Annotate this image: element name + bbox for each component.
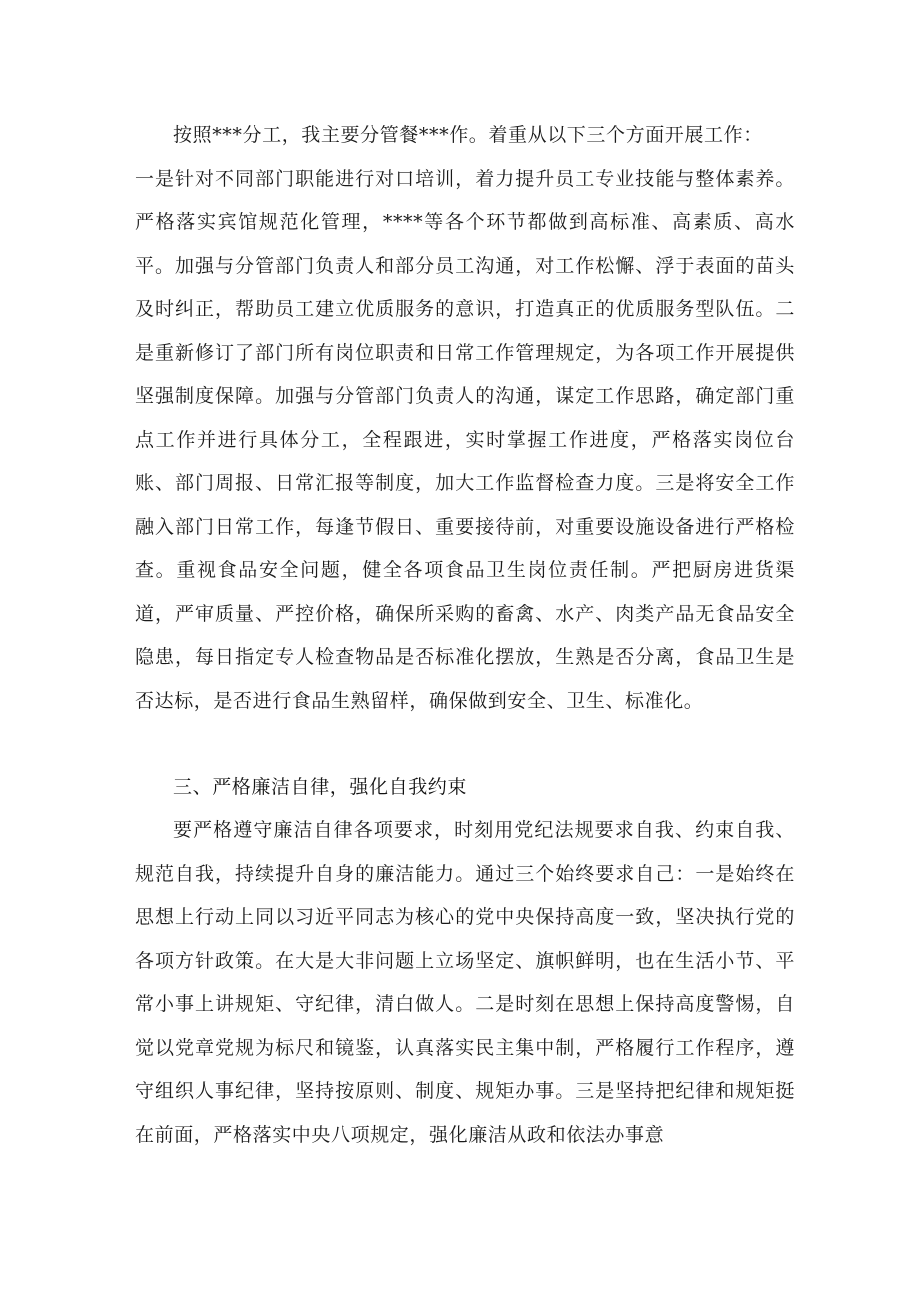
work-details-paragraph: 一是针对不同部门职能进行对口培训，着力提升员工专业技能与整体素养。严格落实宾馆规范化管理，****等各个环节都做到高标准、高素质、高水平。加强与分管部门负责人和部分员工沟通，对工作松懈、浮于表面的苗头及时纠正，帮助员工建立优质服务的意识，打造真正的优质服务型队伍。二是重新修订了部门所有岗位职责和日常工作管理规定，为各项工作开展提供坚强制度保障。加强与分管部门负责人的沟通，谋定工作思路，确定部门重点工作并进行具体分工，全程跟进，实时掌握工作进度，严格落实岗位台账、部门周报、日常汇报等制度，加大工作监督检查力度。三是将安全工作融入部门日常工作，每逢节假日、重要接待前，对重要设施设备进行严格检查。重视食品安全问题，健全各项食品卫生岗位责任制。严把厨房进货渠道，严审质量、严控价格，确保所采购的畜禽、水产、肉类产品无食品安全隐患，每日指定专人检查物品是否标准化摆放，生熟是否分离，食品卫生是否达标，是否进行食品生熟留样，确保做到安全、卫生、标准化。 [135,167,795,712]
section-three-body [135,809,795,1157]
section-two-body [135,114,795,723]
self-discipline-paragraph: 要严格遵守廉洁自律各项要求，时刻用党纪法规要求自我、约束自我、规范自我，持续提升自身的廉洁能力。通过三个始终要求自己：一是始终在思想上行动上同以习近平同志为核心的党中央保持高度一致，坚决执行党的各项方针政策。在大是大非问题上立场坚定、旗帜鲜明，也在生活小节、平常小事上讲规矩、守纪律，清白做人。二是时刻在思想上保持高度警惕，自觉以党章党规为标尺和镜鉴，认真落实民主集中制，严格履行工作程序，遵守组织人事纪律，坚持按原则、制度、规矩办事。三是坚持把纪律和规矩挺在前面，严格落实中央八项规定，强化廉洁从政和依法办事意 [135,819,795,1146]
intro-paragraph: 按照***分工，我主要分管餐***作。着重从以下三个方面开展工作： [173,124,763,146]
section-three-heading: 三、严格廉洁自律，强化自我约束 [173,776,468,798]
